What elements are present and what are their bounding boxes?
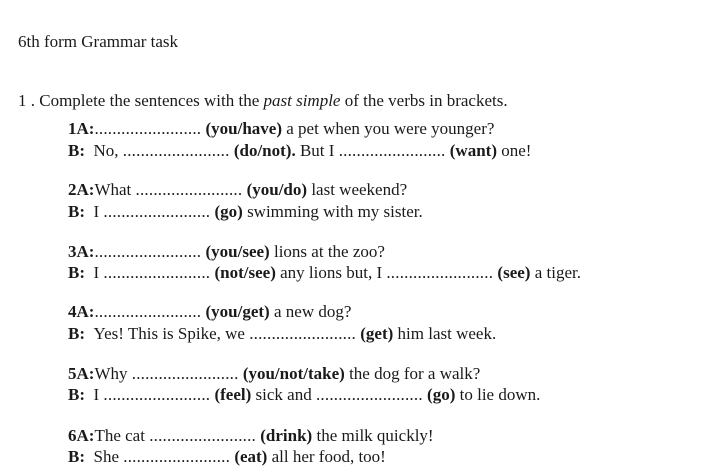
verb-hint: (want) bbox=[449, 141, 497, 160]
answer-blank[interactable]: ........................ bbox=[131, 364, 239, 383]
speaker-label: B: bbox=[68, 385, 85, 404]
verb-hint: (you/have) bbox=[205, 119, 283, 138]
verb-hint: (get) bbox=[360, 324, 394, 343]
verb-hint: (go) bbox=[427, 385, 456, 404]
task-instruction bbox=[18, 91, 508, 111]
speaker-label: 2A: bbox=[68, 180, 95, 199]
dialogue-3-line-b bbox=[68, 263, 581, 283]
speaker-label: 3A: bbox=[68, 242, 95, 261]
speaker-label: 1A: bbox=[68, 119, 95, 138]
line-text: What bbox=[94, 180, 136, 199]
dialogue-6-line-a bbox=[68, 426, 434, 446]
line-text: a pet when you were younger? bbox=[282, 119, 495, 138]
dialogue-5-line-b bbox=[68, 385, 540, 405]
dialogue-3-line-a bbox=[68, 242, 385, 262]
answer-blank[interactable]: ........................ bbox=[386, 263, 494, 282]
page-title: 6th form Grammar task bbox=[18, 32, 179, 51]
dialogue-4-line-a bbox=[68, 302, 351, 322]
answer-blank[interactable]: ........................ bbox=[149, 426, 257, 445]
line-text: the dog for a walk? bbox=[344, 364, 481, 383]
verb-hint: (do/not). bbox=[233, 141, 296, 160]
verb-hint: (you/get) bbox=[205, 302, 270, 321]
speaker-label: 5A: bbox=[68, 364, 95, 383]
verb-hint: (see) bbox=[497, 263, 531, 282]
answer-blank[interactable]: ........................ bbox=[249, 324, 357, 343]
line-text: sick and bbox=[251, 385, 316, 404]
line-text: all her food, too! bbox=[267, 447, 386, 466]
task-instruction-emphasis: past simple bbox=[263, 91, 341, 110]
verb-hint: (not/see) bbox=[214, 263, 276, 282]
verb-hint: (go) bbox=[214, 202, 243, 221]
line-text: a new dog? bbox=[269, 302, 352, 321]
speaker-label: B: bbox=[68, 202, 85, 221]
line-text: I bbox=[93, 202, 104, 221]
answer-blank[interactable]: ........................ bbox=[135, 180, 243, 199]
line-text: the milk quickly! bbox=[312, 426, 434, 445]
speaker-label: B: bbox=[68, 447, 85, 466]
answer-blank[interactable]: ........................ bbox=[315, 385, 423, 404]
line-text: She bbox=[93, 447, 124, 466]
speaker-label: B: bbox=[68, 263, 85, 282]
dialogue-1-line-a bbox=[68, 119, 494, 139]
speaker-label: B: bbox=[68, 141, 85, 160]
task-instruction-prefix: 1 . Complete the sentences with the bbox=[18, 91, 264, 110]
line-text: I bbox=[93, 263, 104, 282]
dialogue-5-line-a bbox=[68, 364, 480, 384]
dialogue-2-line-b bbox=[68, 202, 423, 222]
dialogue-4-line-b bbox=[68, 324, 496, 344]
verb-hint: (you/not/take) bbox=[242, 364, 345, 383]
line-text: But I bbox=[295, 141, 339, 160]
verb-hint: (drink) bbox=[260, 426, 313, 445]
answer-blank[interactable]: ........................ bbox=[103, 202, 211, 221]
dialogue-2-line-a bbox=[68, 180, 407, 200]
answer-blank[interactable]: ........................ bbox=[122, 141, 230, 160]
line-text: one! bbox=[496, 141, 532, 160]
speaker-label: 4A: bbox=[68, 302, 95, 321]
line-text: I bbox=[93, 385, 104, 404]
dialogue-6-line-b bbox=[68, 447, 386, 467]
line-text: any lions but, I bbox=[275, 263, 387, 282]
line-text: a tiger. bbox=[530, 263, 581, 282]
answer-blank[interactable]: ........................ bbox=[94, 302, 202, 321]
line-text: lions at the zoo? bbox=[269, 242, 385, 261]
answer-blank[interactable]: ........................ bbox=[103, 385, 211, 404]
line-text: him last week. bbox=[393, 324, 497, 343]
verb-hint: (feel) bbox=[214, 385, 252, 404]
line-text: The cat bbox=[94, 426, 150, 445]
answer-blank[interactable]: ........................ bbox=[123, 447, 231, 466]
answer-blank[interactable]: ........................ bbox=[338, 141, 446, 160]
answer-blank[interactable]: ........................ bbox=[94, 119, 202, 138]
dialogue-1-line-b bbox=[68, 141, 531, 161]
line-text: Yes! This is Spike, we bbox=[93, 324, 250, 343]
verb-hint: (you/do) bbox=[246, 180, 308, 199]
verb-hint: (you/see) bbox=[205, 242, 270, 261]
speaker-label: 6A: bbox=[68, 426, 95, 445]
verb-hint: (eat) bbox=[234, 447, 268, 466]
answer-blank[interactable]: ........................ bbox=[103, 263, 211, 282]
speaker-label: B: bbox=[68, 324, 85, 343]
answer-blank[interactable]: ........................ bbox=[94, 242, 202, 261]
line-text: Why bbox=[94, 364, 132, 383]
line-text: No, bbox=[93, 141, 123, 160]
line-text: swimming with my sister. bbox=[242, 202, 423, 221]
line-text: last weekend? bbox=[307, 180, 408, 199]
task-instruction-suffix: of the verbs in brackets. bbox=[340, 91, 508, 110]
line-text: to lie down. bbox=[455, 385, 541, 404]
